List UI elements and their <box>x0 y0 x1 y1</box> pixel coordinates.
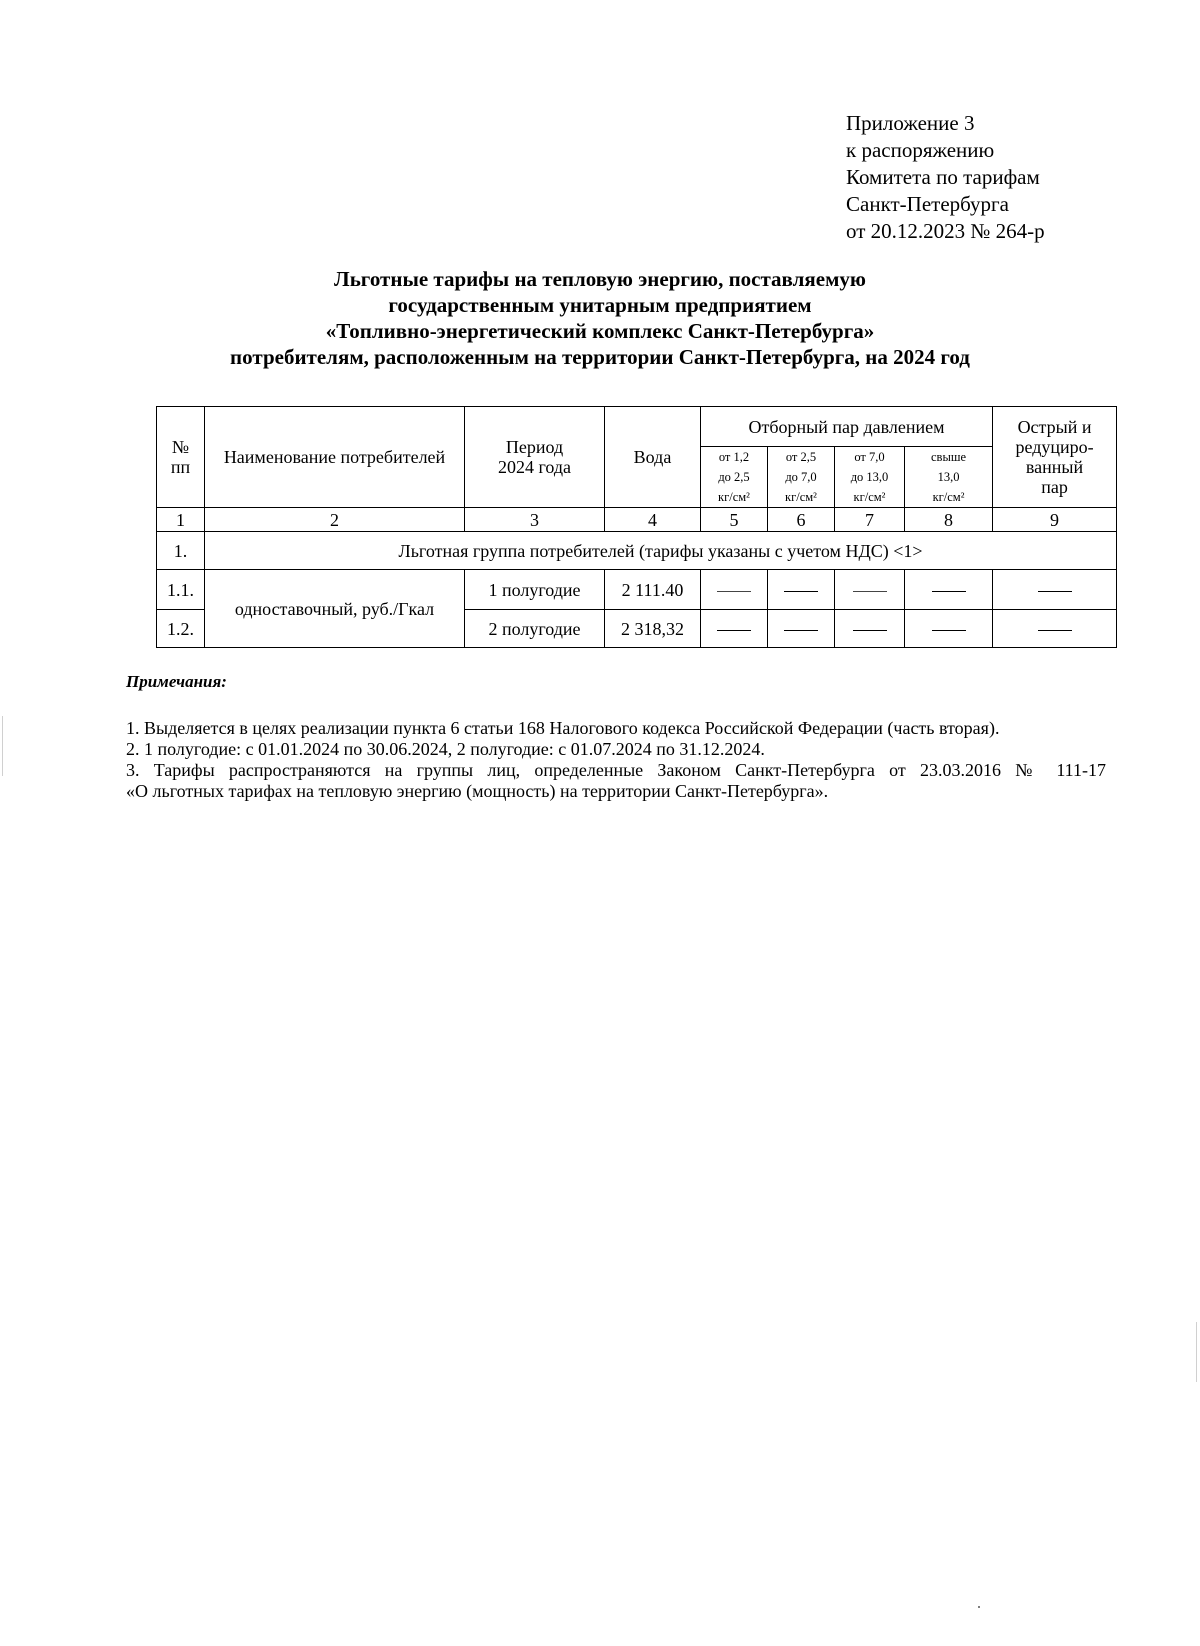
row-period: 2 полугодие <box>465 610 605 648</box>
row-water: 2 111.40 <box>605 570 701 610</box>
row-num: 1.1. <box>157 570 205 610</box>
header-name: Наименование потребителей <box>205 407 465 508</box>
header-num: № пп <box>157 407 205 508</box>
title-line: «Топливно-энергетический комплекс Санкт-Петербурга» <box>325 319 875 343</box>
empty-cell <box>993 570 1117 610</box>
header-row <box>157 407 1117 447</box>
column-number-row <box>157 508 1117 532</box>
notes <box>126 718 1106 802</box>
col-number: 1 <box>157 508 205 532</box>
row-water: 2 318,32 <box>605 610 701 648</box>
header-water: Вода <box>605 407 701 508</box>
dash <box>853 591 887 592</box>
dash <box>717 630 751 631</box>
col-number: 6 <box>768 508 835 532</box>
appendix-line: Комитета по тарифам <box>846 165 1040 189</box>
appendix-line: Санкт-Петербурга <box>846 192 1009 216</box>
group-label: Льготная группа потребителей (тарифы указаны с учетом НДС) <1> <box>205 532 1117 570</box>
document-title <box>120 266 1080 370</box>
empty-cell <box>768 570 835 610</box>
title-line: потребителям, расположенным на территории Санкт-Петербурга, на 2024 год <box>230 345 970 369</box>
appendix-header <box>846 110 1045 245</box>
dash <box>932 591 966 592</box>
dash <box>1038 630 1072 631</box>
empty-cell <box>835 610 905 648</box>
col-number: 4 <box>605 508 701 532</box>
note-item: 1. Выделяется в целях реализации пункта 6 статьи 168 Налогового кодекса Российской Федерации (часть вторая). <box>126 718 1000 738</box>
header-steam-group: Отборный пар давлением <box>701 407 993 447</box>
scan-artifact <box>2 716 3 776</box>
scan-artifact <box>1196 1322 1197 1382</box>
col-number: 5 <box>701 508 768 532</box>
dash <box>717 591 751 592</box>
note-item: «О льготных тарифах на тепловую энергию (мощность) на территории Санкт-Петербурга». <box>126 781 829 801</box>
tariff-name: одноставочный, руб./Гкал <box>205 570 465 648</box>
row-period: 1 полугодие <box>465 570 605 610</box>
empty-cell <box>701 610 768 648</box>
dash <box>784 630 818 631</box>
header-period: Период 2024 года <box>465 407 605 508</box>
dash <box>784 591 818 592</box>
empty-cell <box>905 610 993 648</box>
header-steam-4: свыше 13,0 кг/см² <box>905 447 993 508</box>
dash <box>1038 591 1072 592</box>
header-sharp-steam: Острый и редуциро- ванный пар <box>993 407 1117 508</box>
header-steam-2: от 2,5 до 7,0 кг/см² <box>768 447 835 508</box>
notes-title: Примечания: <box>126 672 227 691</box>
col-number: 9 <box>993 508 1117 532</box>
group-num: 1. <box>157 532 205 570</box>
header-steam-3: от 7,0 до 13,0 кг/см² <box>835 447 905 508</box>
table-row <box>157 570 1117 610</box>
dash <box>932 630 966 631</box>
title-line: Льготные тарифы на тепловую энергию, поставляемую <box>334 267 866 291</box>
appendix-line: Приложение 3 <box>846 111 975 135</box>
appendix-line: от 20.12.2023 № 264-р <box>846 219 1045 243</box>
col-number: 3 <box>465 508 605 532</box>
empty-cell <box>905 570 993 610</box>
header-steam-1: от 1,2 до 2,5 кг/см² <box>701 447 768 508</box>
group-row <box>157 532 1117 570</box>
appendix-line: к распоряжению <box>846 138 995 162</box>
empty-cell <box>993 610 1117 648</box>
empty-cell <box>835 570 905 610</box>
col-number: 7 <box>835 508 905 532</box>
empty-cell <box>701 570 768 610</box>
note-item: 3. Тарифы распространяются на группы лиц, определенные Законом Санкт-Петербурга от 23.03.2016 № 111-17 <box>126 760 1106 780</box>
row-num: 1.2. <box>157 610 205 648</box>
tariffs-table <box>156 406 1117 648</box>
empty-cell <box>768 610 835 648</box>
col-number: 8 <box>905 508 993 532</box>
scan-artifact <box>978 1606 980 1608</box>
title-line: государственным унитарным предприятием <box>388 293 812 317</box>
col-number: 2 <box>205 508 465 532</box>
dash <box>853 630 887 631</box>
note-item: 2. 1 полугодие: с 01.01.2024 по 30.06.2024, 2 полугодие: с 01.07.2024 по 31.12.2024. <box>126 739 765 759</box>
